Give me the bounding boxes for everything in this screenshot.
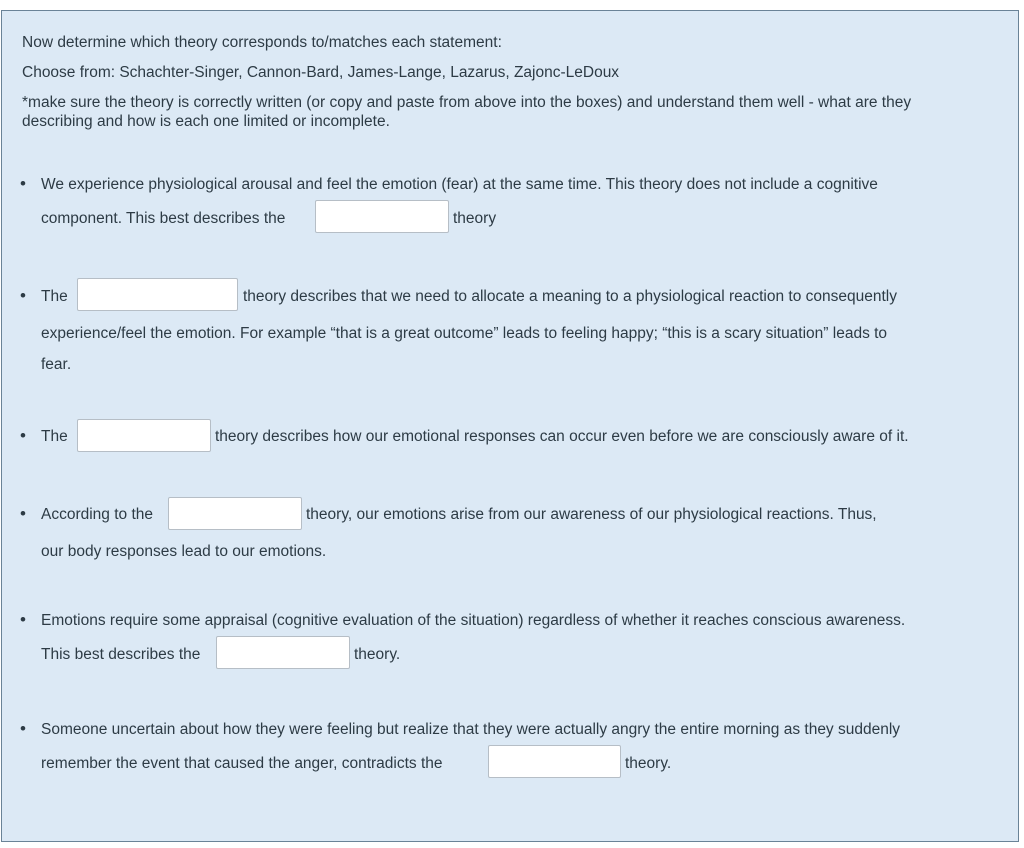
theory-choices: Choose from: Schachter-Singer, Cannon-Bard, James-Lange, Lazarus, Zajonc-LeDoux [22, 64, 620, 81]
answer-input-3[interactable] [78, 420, 210, 451]
statement-text: theory. [354, 646, 401, 663]
bullet: • [20, 426, 26, 445]
bullet: • [20, 610, 26, 629]
answer-input-1[interactable] [316, 201, 448, 232]
question-panel [1, 10, 1019, 842]
statement-text: We experience physiological arousal and feel the emotion (fear) at the same time. This theory does not include a cognitive [41, 176, 878, 193]
answer-blank-5[interactable] [216, 636, 350, 669]
bullet: • [20, 286, 26, 305]
answer-input-4[interactable] [169, 498, 301, 529]
answer-blank-2[interactable] [77, 278, 238, 311]
statement-text: theory describes how our emotional responses can occur even before we are consciously aware of it. [215, 428, 909, 445]
statement-text: theory, our emotions arise from our awareness of our physiological reactions. Thus, [306, 506, 877, 523]
bullet: • [20, 174, 26, 193]
statement-text: remember the event that caused the anger, contradicts the [41, 755, 443, 772]
bullet: • [20, 504, 26, 523]
statement-text: theory [453, 210, 497, 227]
statement-text: our body responses lead to our emotions. [41, 543, 327, 560]
statement-text: fear. [41, 356, 72, 373]
statement-text: This best describes the [41, 646, 201, 663]
instruction-note: *make sure the theory is correctly written (or copy and paste from above into the boxes) and understand them well - what are they describing and how is each one limited or incomplete. [22, 94, 912, 130]
statement-text: The [41, 288, 68, 305]
statement-text: experience/feel the emotion. For example “that is a great outcome” leads to feeling happy; “this is a scary situation” leads to [41, 325, 888, 342]
statement-text: According to the [41, 506, 154, 523]
answer-blank-3[interactable] [77, 419, 211, 452]
answer-blank-1[interactable] [315, 200, 449, 233]
bullet: • [20, 719, 26, 738]
statement-text: component. This best describes the [41, 210, 286, 227]
statement-text: The [41, 428, 68, 445]
answer-input-6[interactable] [489, 746, 620, 777]
statement-text: theory describes that we need to allocate a meaning to a physiological reaction to consequently [243, 288, 897, 305]
statement-text: Someone uncertain about how they were feeling but realize that they were actually angry the entire morning as they suddenly [41, 721, 901, 738]
instruction-line: Now determine which theory corresponds to/matches each statement: [22, 34, 502, 51]
answer-input-5[interactable] [217, 637, 349, 668]
statement-text: theory. [625, 755, 672, 772]
answer-input-2[interactable] [78, 279, 237, 310]
answer-blank-4[interactable] [168, 497, 302, 530]
statement-text: Emotions require some appraisal (cognitive evaluation of the situation) regardless of whether it reaches conscious awareness. [41, 612, 906, 629]
answer-blank-6[interactable] [488, 745, 621, 778]
